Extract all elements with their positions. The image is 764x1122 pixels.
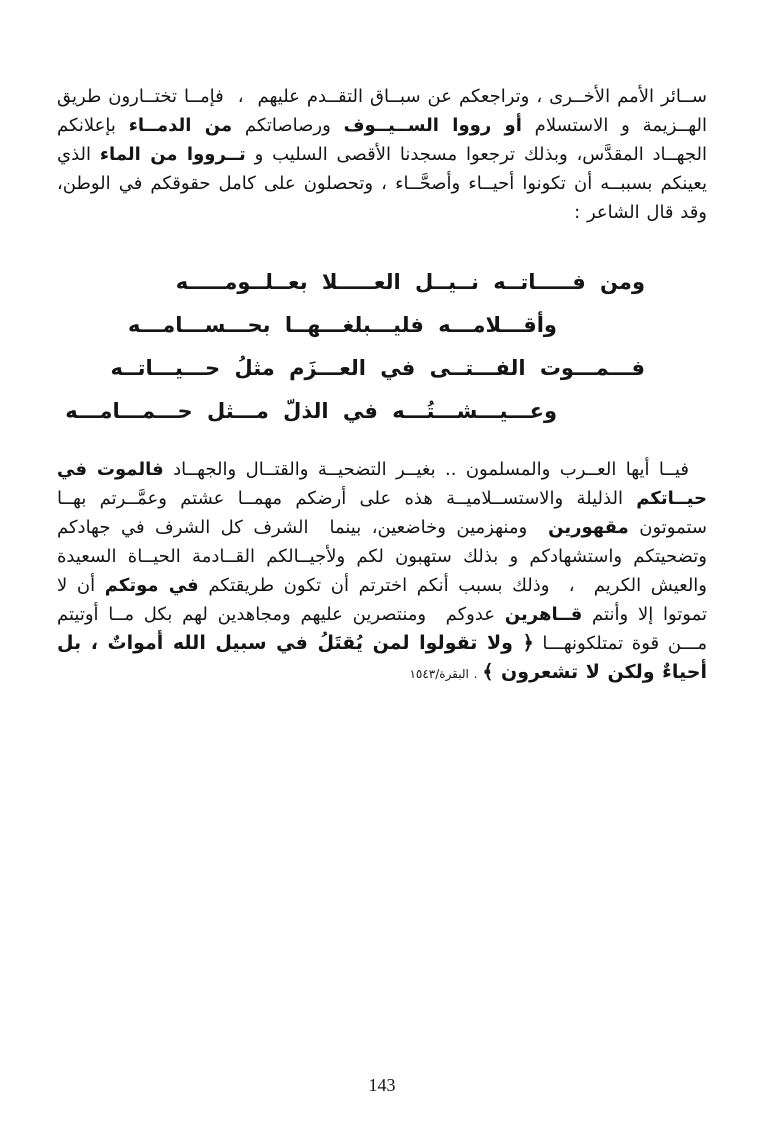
verse-citation: . البقرة/١٥٤٣ <box>409 667 483 681</box>
poem-line-3: فـــمـــوت الفـــتــى في العـــزَم مثلُ حـــيـــاتــه <box>110 356 645 380</box>
poem-block <box>57 261 707 433</box>
emphasis-phrase: قــاهرين <box>504 604 583 625</box>
intro-text: بإعلانكم الجهــاد المقدَّس، وبذلك ترجعوا مسجدنا الأقصى السليب و <box>57 115 707 165</box>
poem-line-2: وأقـــلامـــه فليـــبلغـــهــا بحـــســـامـــه <box>127 313 557 337</box>
intro-paragraph <box>57 82 707 227</box>
intro-text: ورصاصاتكم <box>232 115 344 136</box>
intro-text: الذي يعينكم بسببــه أن تكونوا أحيــاء وأصحَّــاء ، وتحصلون على كامل حقوقكم في الوطن، وقد قال الشاعر : <box>57 144 707 223</box>
exhortation-text: فيــا أيها العــرب والمسلمون .. بغيــر التضحيــة والقتــال والجهــاد <box>163 459 689 480</box>
exhortation-paragraph <box>57 455 707 689</box>
intro-text: ســائر الأمم الأخــرى ، وتراجعكم عن سبــاق التقــدم عليهم ، فإمــا تختــارون طريق الهــزيمة و الاستسلام <box>57 86 707 136</box>
exhortation-text: عدوكم ومنتصرين عليهم ومجاهدين لهم بكل مــا أوتيتم مـــن قوة تمتلكونهـــا <box>57 604 707 654</box>
emphasis-phrase: فالموت في حيــاتكم <box>57 459 707 509</box>
poem-line-1: ومن فـــــاتــه نــيــل العـــــلا بعــلــومـــــه <box>175 270 645 294</box>
quran-verse: ﴿ ولا تقولوا لمن يُقتَلُ في سبيل الله أمواتٌ ، بل أحياءٌ ولكن لا تشعرون ﴾ <box>57 632 707 683</box>
text-block <box>57 82 707 689</box>
emphasis-phrase: تــرووا من الماء <box>99 144 246 165</box>
exhortation-text: أن لا تموتوا إلا وأنتم <box>57 575 707 625</box>
emphasis-phrase: من الدمــاء <box>128 115 233 136</box>
exhortation-text: الذليلة والاستســلاميــة هذه على أرضكم مهمــا عشتم وعمَّــرتم بهــا ستموتون <box>57 488 707 538</box>
emphasis-phrase: في موتكم <box>104 575 199 596</box>
poem-line-4: وعـــيـــشـــتُـــه في الذلّ مـــثل حـــمـــامـــه <box>65 399 557 423</box>
page-number: 143 <box>368 1075 396 1095</box>
emphasis-phrase: مقهورين <box>548 517 629 538</box>
exhortation-text: ومنهزمين وخاضعين، بينما الشرف كل الشرف في جهادكم وتضحيتكم واستشهادكم و بذلك ستهبون لكم ولأجيــالكم القــادمة الحيــاة السعيدة والعيش الكريم ، وذلك بسبب أنكم اخترتم أن تكون طريقتكم <box>57 517 707 596</box>
emphasis-phrase: أو رووا الســيــوف <box>343 115 522 136</box>
